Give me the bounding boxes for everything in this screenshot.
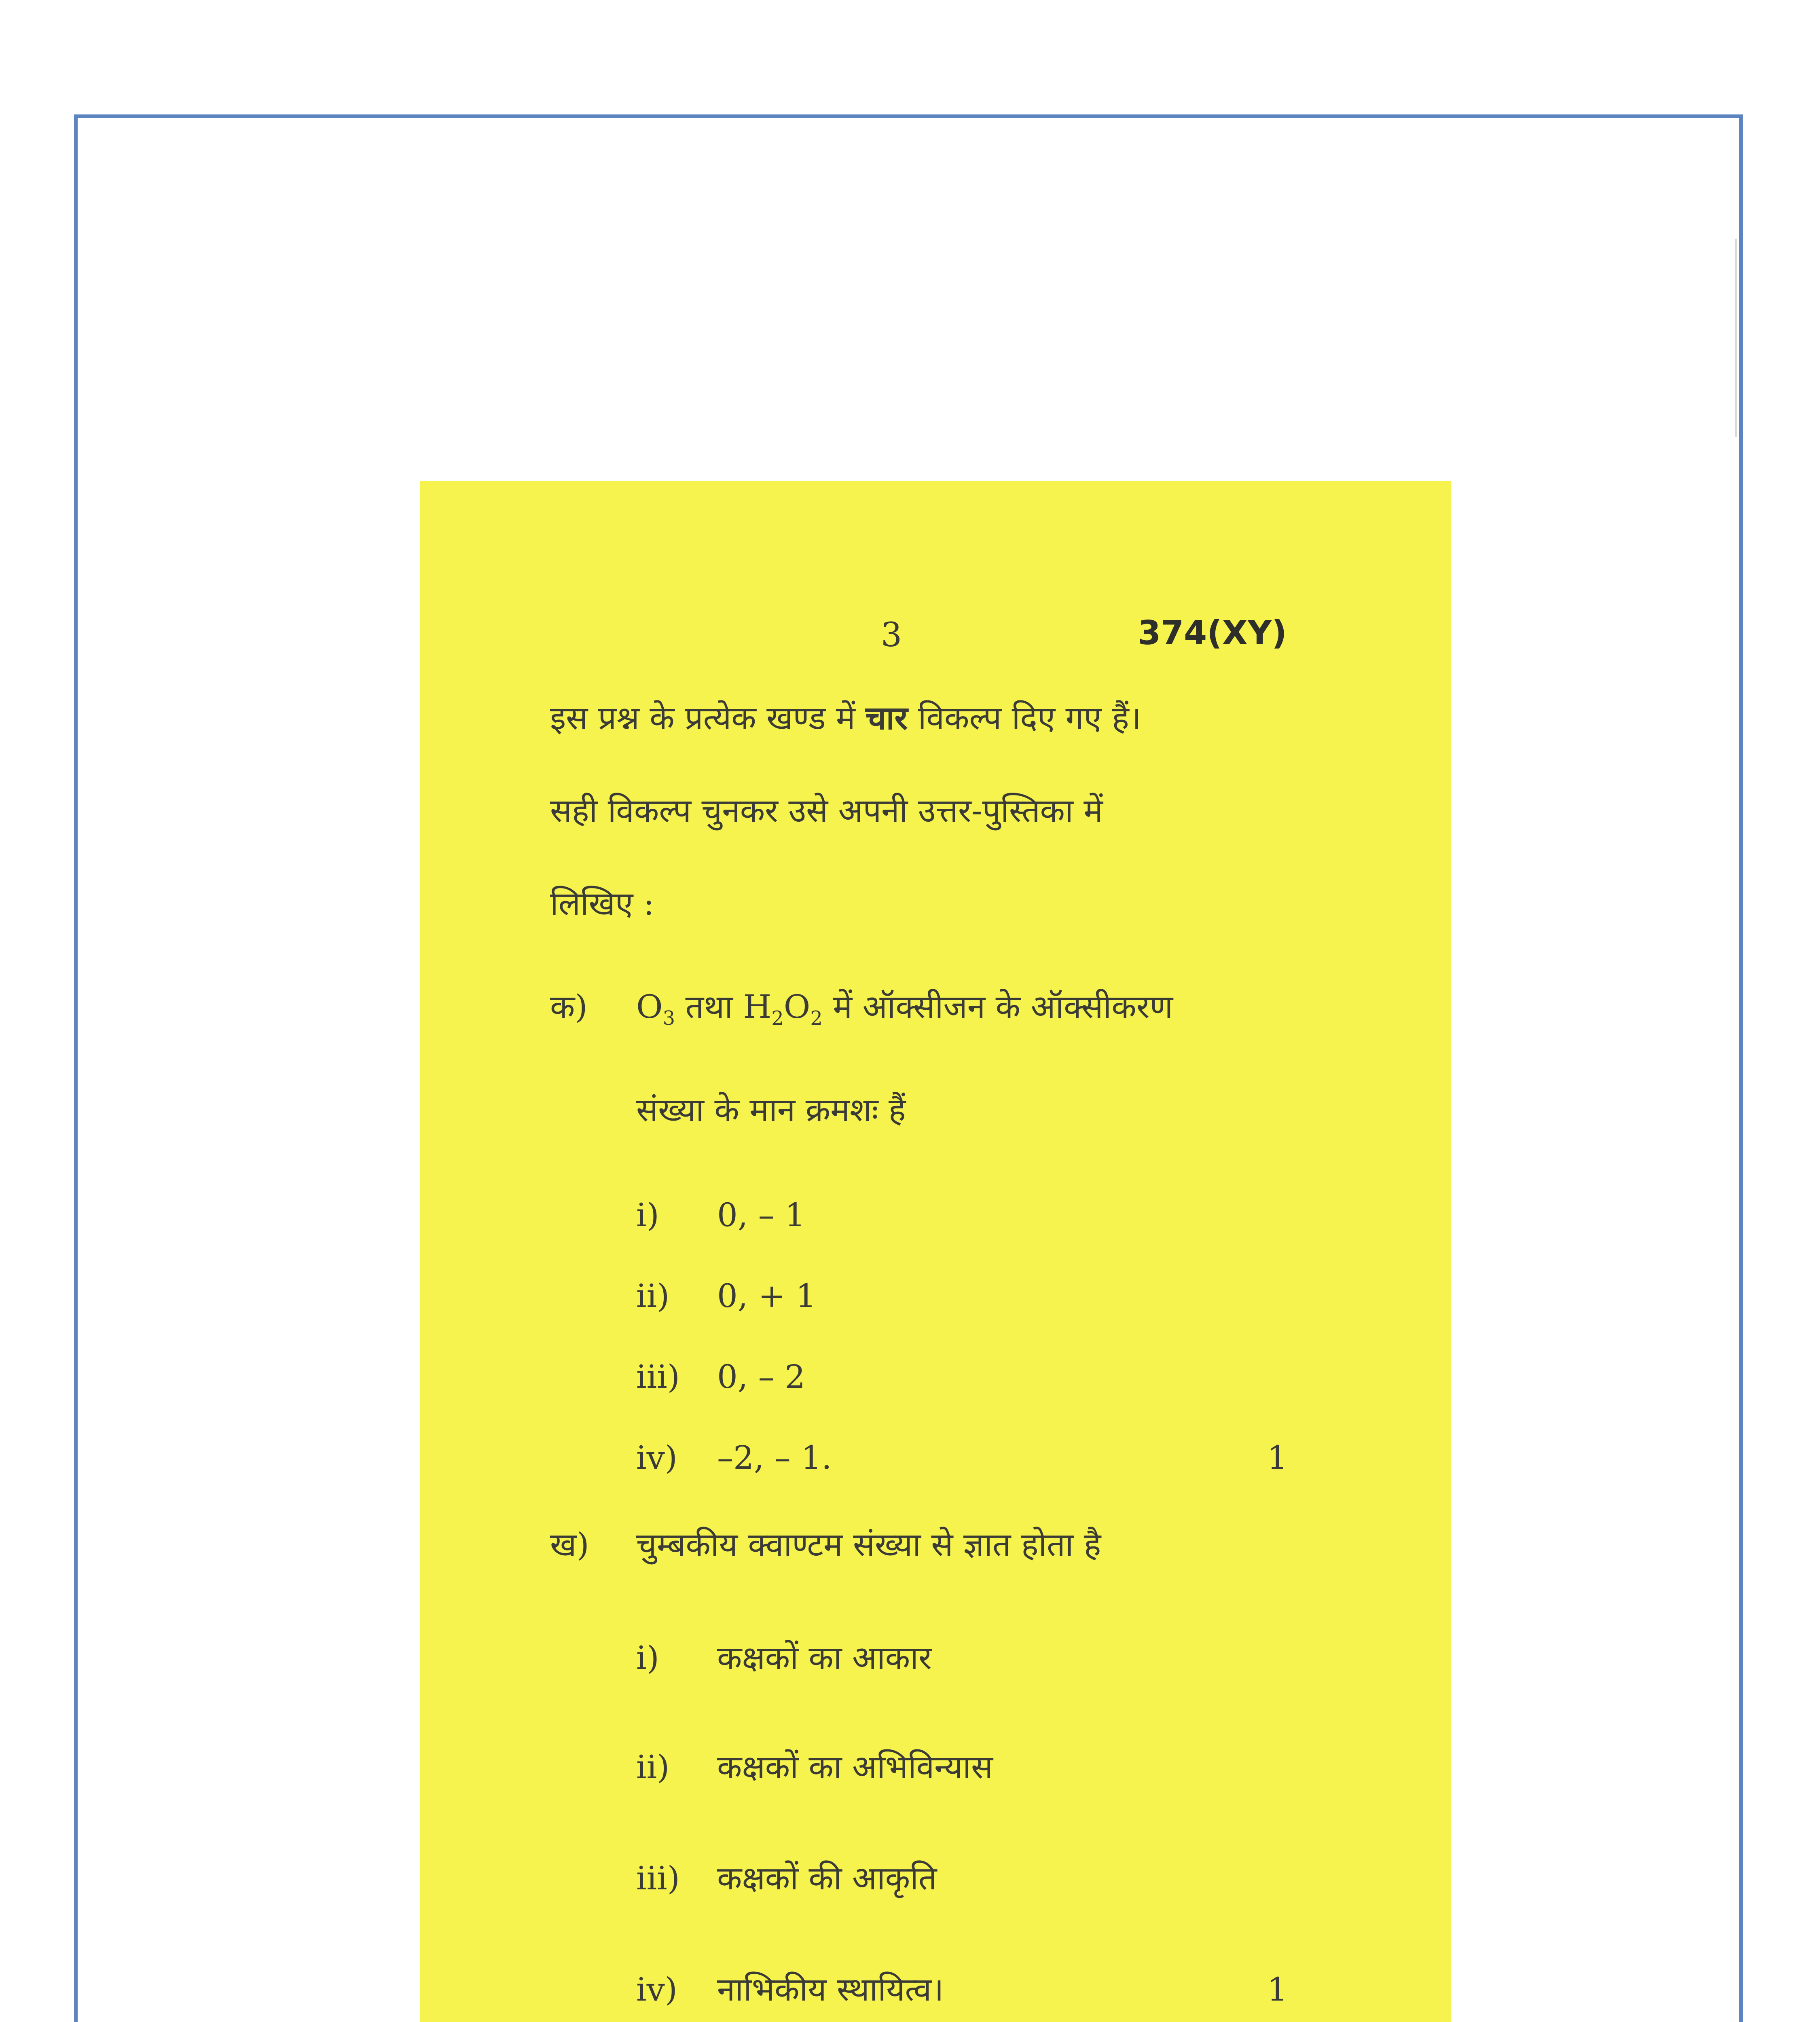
page-number: 3 xyxy=(881,616,902,654)
question-ka-marks: 1 xyxy=(1267,1439,1288,1476)
option-number: i) xyxy=(636,1196,659,1234)
paper-code: 374(XY) xyxy=(1138,614,1287,652)
question-paper-scan xyxy=(420,481,1451,2022)
option-number: iii) xyxy=(636,1859,680,1897)
option-number: iii) xyxy=(636,1358,680,1396)
question-kha-marks: 1 xyxy=(1267,1971,1288,2008)
question-kha-label: ख) xyxy=(550,1526,589,1563)
scan-edge-line xyxy=(1735,239,1737,437)
option-text: –2, – 1. xyxy=(717,1439,832,1476)
option-number: ii) xyxy=(636,1748,670,1786)
option-text: कक्षकों का आकार xyxy=(717,1639,932,1677)
option-text: 0, + 1 xyxy=(717,1277,817,1315)
instruction-line-3: लिखिए : xyxy=(550,885,654,922)
question-ka-text: $O_3$ तथा $H_2O_2$ में ऑक्सीजन के ऑक्सीकरण xyxy=(636,988,1173,1030)
option-text: 0, – 2 xyxy=(717,1358,806,1396)
option-text: कक्षकों का अभिविन्यास xyxy=(717,1748,993,1786)
question-ka-text-line-2: संख्या के मान क्रमशः हैं xyxy=(636,1091,906,1129)
instruction-line-2: सही विकल्प चुनकर उसे अपनी उत्तर-पुस्तिका में xyxy=(550,792,1103,829)
option-text: कक्षकों की आकृति xyxy=(717,1859,937,1897)
question-kha-text: चुम्बकीय क्वाण्टम संख्या से ज्ञात होता है xyxy=(636,1526,1101,1563)
option-text: नाभिकीय स्थायित्व। xyxy=(717,1971,944,2008)
option-number: i) xyxy=(636,1639,659,1677)
option-number: ii) xyxy=(636,1277,670,1315)
option-text: 0, – 1 xyxy=(717,1196,806,1234)
option-number: iv) xyxy=(636,1439,677,1476)
question-ka-label: क) xyxy=(550,988,588,1026)
option-number: iv) xyxy=(636,1971,677,2008)
instruction-line-1: इस प्रश्न के प्रत्येक खण्ड में चार विकल्प दिए गए हैं। xyxy=(550,699,1141,737)
